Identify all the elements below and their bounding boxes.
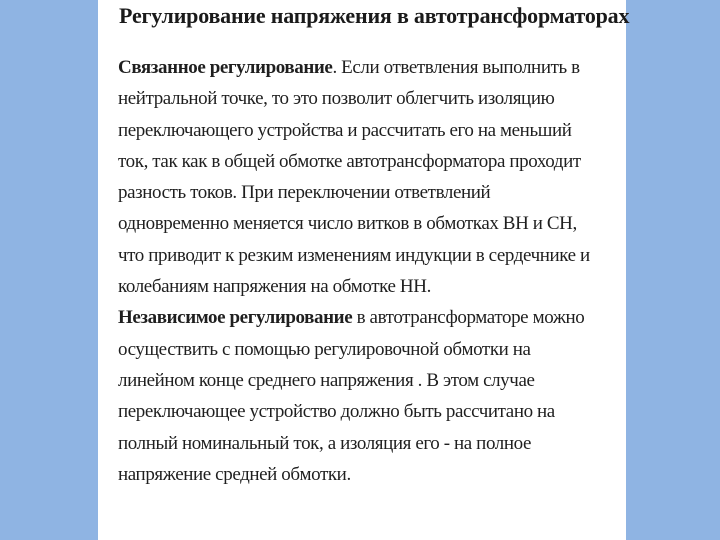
slide-body [118,52,618,490]
paragraph-2-line-1-text: в автотрансформаторе можно [352,307,585,329]
paragraph-1-line-3: переключающего устройства и рассчитать его на меньший [118,119,572,141]
paragraph-1-line-1-text: . Если ответвления выполнить в [332,57,580,78]
slide [98,0,630,540]
term-coupled-regulation: Связанное регулирование [118,57,333,78]
slide-title: Регулирование напряжения в автотрансформаторах [119,3,630,28]
paragraph-2-line-3: линейном конце среднего напряжения . В этом случае [118,369,535,391]
paragraph-1-line-4: ток, так как в общей обмотке автотрансформатора проходит [118,150,581,172]
paragraph-2-line-5: полный номинальный ток, а изоляция его - на полное [118,432,532,454]
paragraph-2-line-4: переключающее устройство должно быть рассчитано на [118,401,555,423]
paragraph-2-line-2: осуществить с помощью регулировочной обмотки на [118,338,531,360]
paragraph-2-line-1 [118,302,618,333]
paragraph-1-line-5: разность токов. При переключении ответвлений [118,182,491,204]
paragraph-1-line-2: нейтральной точке, то это позволит облегчить изоляцию [118,88,555,110]
paragraph-1-line-7: что приводит к резким изменениям индукции в сердечнике и [118,244,590,266]
term-independent-regulation: Независимое регулирование [118,307,353,329]
paragraph-1-line-6: одновременно меняется число витков в обмотках ВН и СН, [118,213,577,235]
paragraph-1-line-1 [118,52,618,83]
paragraph-2-line-6: напряжение средней обмотки. [118,463,351,485]
paragraph-1-line-8: колебаниям напряжения на обмотке НН. [118,276,431,298]
